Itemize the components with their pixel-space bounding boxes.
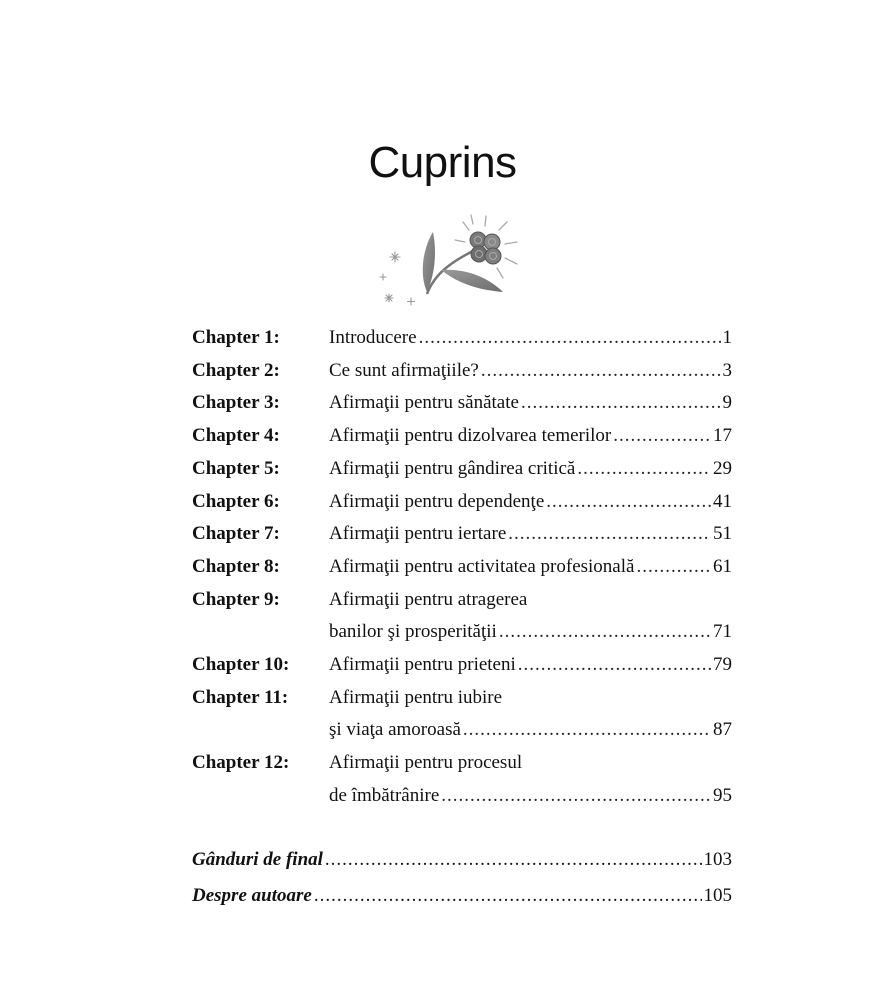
- chapter-title: Afirmaţii pentru activitatea profesională: [329, 555, 635, 577]
- page-number: 41: [713, 490, 732, 512]
- flower-ornament-icon: [375, 212, 530, 312]
- chapter-label: Chapter 12:: [192, 752, 290, 774]
- chapter-title-line: [329, 685, 732, 711]
- chapter-title-line: [329, 423, 732, 449]
- page-title: Cuprins: [368, 138, 517, 187]
- dot-leader: [314, 883, 702, 909]
- toc-entry: [192, 423, 732, 449]
- chapter-title: Afirmaţii pentru iertare: [329, 523, 507, 545]
- chapter-label: Chapter 6:: [192, 490, 280, 512]
- dot-leader: [521, 390, 721, 416]
- chapter-title: Afirmaţii pentru gândirea critică: [329, 457, 576, 479]
- chapter-title-line: [329, 325, 732, 351]
- dot-leader: [577, 456, 711, 482]
- chapter-title-line: [329, 456, 732, 482]
- dot-leader: [481, 358, 721, 384]
- dot-leader: [463, 717, 711, 743]
- toc-entry: [192, 521, 732, 547]
- toc-entry-continuation: [192, 717, 732, 743]
- chapter-title-continued: banilor şi prosperităţii: [329, 621, 497, 643]
- chapter-title-line: [329, 390, 732, 416]
- page-number: 3: [722, 359, 732, 381]
- chapter-title-line: [329, 619, 732, 645]
- page-number: 17: [713, 425, 732, 447]
- chapter-title: Afirmaţii pentru dizolvarea temerilor: [329, 425, 612, 447]
- dot-leader: [325, 847, 702, 873]
- back-matter-title: Despre autoare: [192, 885, 312, 906]
- back-matter-entry: [192, 883, 732, 909]
- chapter-label: Chapter 4:: [192, 425, 280, 447]
- toc-entry: [192, 358, 732, 384]
- page-number: 105: [703, 885, 732, 906]
- chapter-title-continued: de îmbătrânire: [329, 784, 440, 806]
- toc-entry: [192, 456, 732, 482]
- dot-leader: [508, 521, 711, 547]
- chapter-title-line: [329, 652, 732, 678]
- chapter-label: Chapter 2:: [192, 359, 280, 381]
- back-matter-title: Gânduri de final: [192, 849, 323, 870]
- chapter-title-continued: şi viaţa amoroasă: [329, 719, 461, 741]
- toc-entry: [192, 652, 732, 678]
- page-number: 61: [713, 555, 732, 577]
- chapter-title: Afirmaţii pentru atragerea: [329, 588, 528, 610]
- chapter-title-line: [329, 587, 732, 613]
- toc-entry: [192, 750, 732, 776]
- chapter-label: Chapter 1:: [192, 327, 280, 348]
- page-number: 71: [713, 621, 732, 643]
- toc-entry: [192, 587, 732, 613]
- chapter-label: Chapter 7:: [192, 523, 280, 545]
- page-number: 9: [722, 392, 732, 414]
- back-matter-entry: [192, 847, 732, 873]
- toc-entry: [192, 390, 732, 416]
- page-number: 29: [713, 457, 732, 479]
- toc-entry-continuation: [192, 783, 732, 809]
- chapter-title-line: [329, 717, 732, 743]
- toc-entry: [192, 685, 732, 711]
- chapter-label: Chapter 8:: [192, 555, 280, 577]
- chapter-label: Chapter 3:: [192, 392, 280, 414]
- chapter-title: Afirmaţii pentru procesul: [329, 752, 523, 774]
- dot-leader: [419, 325, 721, 351]
- chapter-title: Afirmaţii pentru dependenţe: [329, 490, 545, 512]
- chapter-label: Chapter 5:: [192, 457, 280, 479]
- toc-entry: [192, 489, 732, 515]
- chapter-label: Chapter 9:: [192, 588, 280, 610]
- page-number: 1: [722, 327, 732, 348]
- chapter-label: Chapter 10:: [192, 654, 290, 675]
- chapter-title: Ce sunt afirmaţiile?: [329, 359, 479, 381]
- chapter-title-line: [329, 489, 732, 515]
- page-number: 79: [713, 654, 732, 675]
- chapter-label: Chapter 11:: [192, 686, 289, 708]
- page-number: 95: [713, 784, 732, 806]
- chapter-title-line: [329, 521, 732, 547]
- toc-entry-continuation: [192, 619, 732, 645]
- toc-entry: [192, 554, 732, 580]
- dot-leader: [518, 652, 711, 678]
- page-number: 51: [713, 523, 732, 545]
- chapter-title-line: [329, 358, 732, 384]
- toc-entry: [192, 325, 732, 351]
- chapter-title: Introducere: [329, 327, 417, 348]
- dot-leader: [613, 423, 711, 449]
- chapter-title-line: [329, 750, 732, 776]
- chapter-title-line: [329, 783, 732, 809]
- dot-leader: [441, 783, 711, 809]
- page-number: 87: [713, 719, 732, 741]
- chapter-title: Afirmaţii pentru sănătate: [329, 392, 519, 414]
- dot-leader: [546, 489, 711, 515]
- chapter-title: Afirmaţii pentru prieteni: [329, 654, 516, 675]
- dot-leader: [636, 554, 711, 580]
- page-number: 103: [703, 849, 732, 870]
- chapter-title: Afirmaţii pentru iubire: [329, 686, 503, 708]
- chapter-title-line: [329, 554, 732, 580]
- dot-leader: [499, 619, 711, 645]
